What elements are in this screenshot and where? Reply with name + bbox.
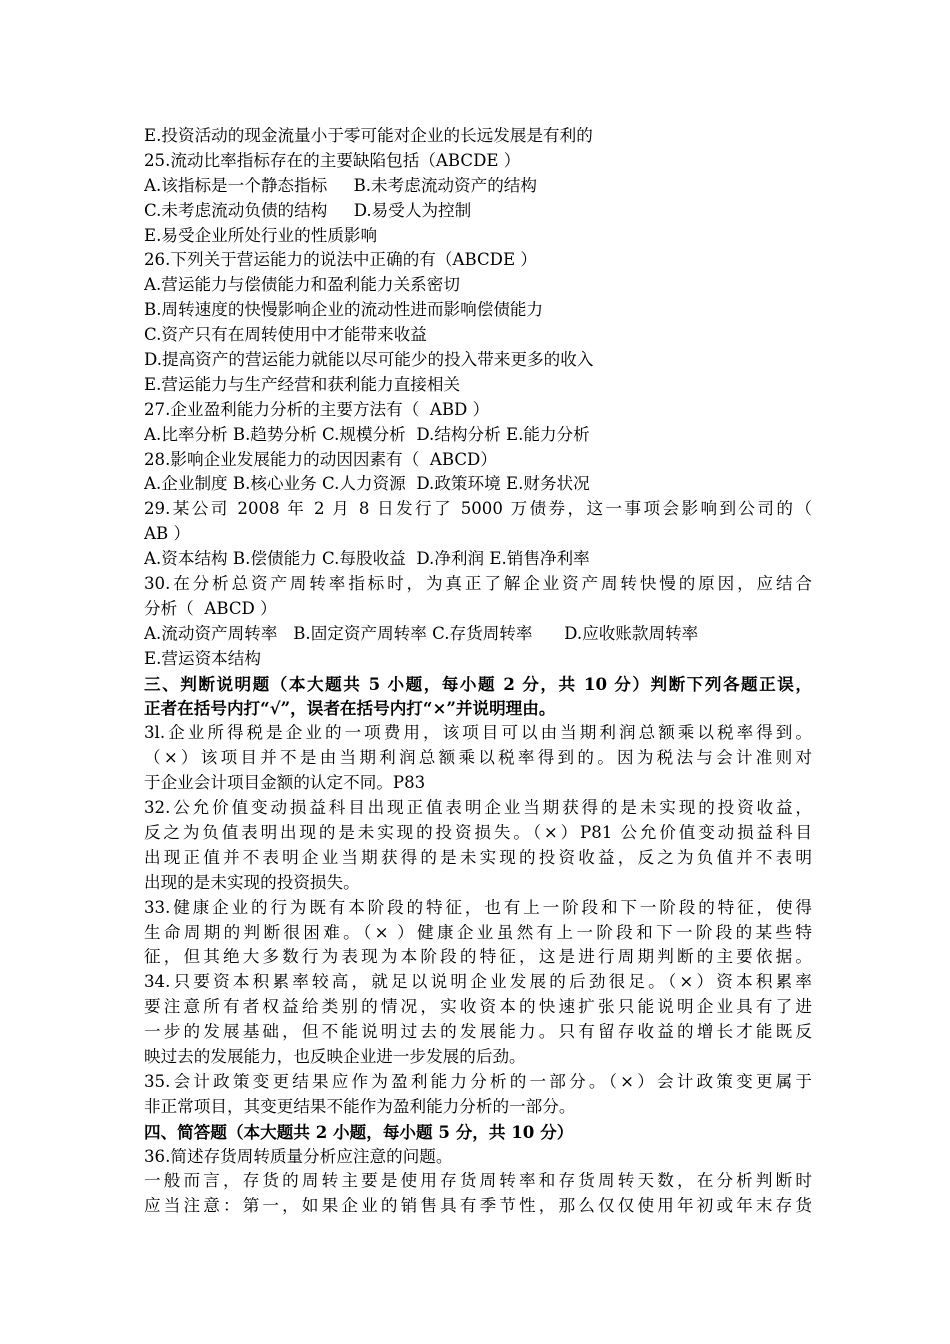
text-line: 27.企业盈利能力分析的主要方法有（ ABD ）	[144, 399, 490, 419]
text-line: 33.健康企业的行为既有本阶段的特征，也有上一阶段和下一阶段的特征，使得	[144, 897, 812, 917]
text-line: A.企业制度 B.核心业务 C.人力资源 D.政策环境 E.财务状况	[144, 474, 590, 494]
text-line: 一步的发展基础，但不能说明过去的发展能力。只有留存收益的增长才能既反	[144, 1022, 812, 1042]
text-line: C.未考虑流动负债的结构 D.易受人为控制	[144, 200, 472, 220]
text-line: A.营运能力与偿债能力和盈利能力关系密切	[144, 275, 460, 295]
text-line: D.提高资产的营运能力就能以尽可能少的投入带来更多的收入	[144, 350, 594, 370]
text-line: 34.只要资本积累率较高，就足以说明企业发展的后劲很足。（×）资本积累率	[144, 972, 812, 992]
text-line: 征，但其绝大多数行为表现为本阶段的特征，这是进行周期判断的主要依据。	[144, 947, 812, 967]
text-line: 25.流动比率指标存在的主要缺陷包括（ABCDE ）	[144, 150, 521, 170]
text-line: E.营运能力与生产经营和获利能力直接相关	[144, 374, 461, 394]
text-line: A.该指标是一个静态指标 B.未考虑流动资产的结构	[144, 175, 537, 195]
text-line: 应当注意：第一，如果企业的销售具有季节性，那么仅仅使用年初或年末存货	[144, 1196, 812, 1216]
text-line: 于企业会计项目金额的认定不同。P83	[144, 773, 426, 793]
text-line: 一般而言，存货的周转主要是使用存货周转率和存货周转天数，在分析判断时	[144, 1171, 812, 1191]
text-line: A.资本结构 B.偿债能力 C.每股收益 D.净利润 E.销售净利率	[144, 549, 590, 569]
section-heading-line: 三、判断说明题（本大题共 5 小题，每小题 2 分，共 10 分）判断下列各题正误，	[144, 673, 812, 694]
text-line: 分析（ ABCD ）	[144, 598, 277, 618]
text-line: 28.影响企业发展能力的动因因素有（ ABCD）	[144, 449, 497, 469]
section-heading-line: 正者在括号内打“√”，误者在括号内打“×”并说明理由。	[144, 698, 556, 719]
text-line: 出现正值并不表明企业当期获得的是未实现的投资收益，反之为负值并不表明	[144, 847, 812, 867]
text-line: 35.会计政策变更结果应作为盈利能力分析的一部分。（×）会计政策变更属于	[144, 1071, 812, 1091]
text-line: E.易受企业所处行业的性质影响	[144, 225, 378, 245]
text-line: 反之为负值表明出现的是未实现的投资损失。（×）P81 公允价值变动损益科目	[144, 822, 812, 842]
text-line: A.流动资产周转率 B.固定资产周转率 C.存货周转率 D.应收账款周转率	[144, 623, 699, 643]
text-line: 映过去的发展能力，也反映企业进一步发展的后劲。	[144, 1046, 526, 1066]
text-line: （×）该项目并不是由当期利润总额乘以税率得到的。因为税法与会计准则对	[144, 748, 812, 768]
section-heading-line: 四、简答题（本大题共 2 小题，每小题 5 分，共 10 分）	[144, 1121, 574, 1142]
text-line: B.周转速度的快慢影响企业的流动性进而影响偿债能力	[144, 300, 544, 320]
text-line: 29.某公司 2008 年 2 月 8 日发行了 5000 万债券，这一事项会影响到公司的（	[144, 499, 812, 519]
text-line: 生命周期的判断很困难。（× ）健康企业虽然有上一阶段和下一阶段的某些特	[144, 922, 812, 942]
text-line: 36.简述存货周转质量分析应注意的问题。	[144, 1146, 453, 1166]
text-line: 26.下列关于营运能力的说法中正确的有（ABCDE ）	[144, 250, 537, 270]
text-line: E.投资活动的现金流量小于零可能对企业的长远发展是有利的	[144, 126, 593, 145]
text-line: AB ）	[144, 524, 191, 544]
text-line: 非正常项目，其变更结果不能作为盈利能力分析的一部分。	[144, 1096, 576, 1116]
text-line: 3l.企业所得税是企业的一项费用，该项目可以由当期利润总额乘以税率得到。	[144, 723, 812, 743]
text-line: 30.在分析总资产周转率指标时，为真正了解企业资产周转快慢的原因，应结合	[144, 574, 812, 594]
text-line: 要注意所有者权益给类别的情况，实收资本的快速扩张只能说明企业具有了进	[144, 997, 812, 1017]
text-line: A.比率分析 B.趋势分析 C.规模分析 D.结构分析 E.能力分析	[144, 424, 590, 444]
document-page	[144, 124, 812, 1219]
text-line: 32.公允价值变动损益科目出现正值表明企业当期获得的是未实现的投资收益，	[144, 798, 812, 818]
text-line: E.营运资本结构	[144, 648, 261, 668]
text-line: C.资产只有在周转使用中才能带来收益	[144, 325, 427, 345]
text-line: 出现的是未实现的投资损失。	[144, 872, 360, 892]
